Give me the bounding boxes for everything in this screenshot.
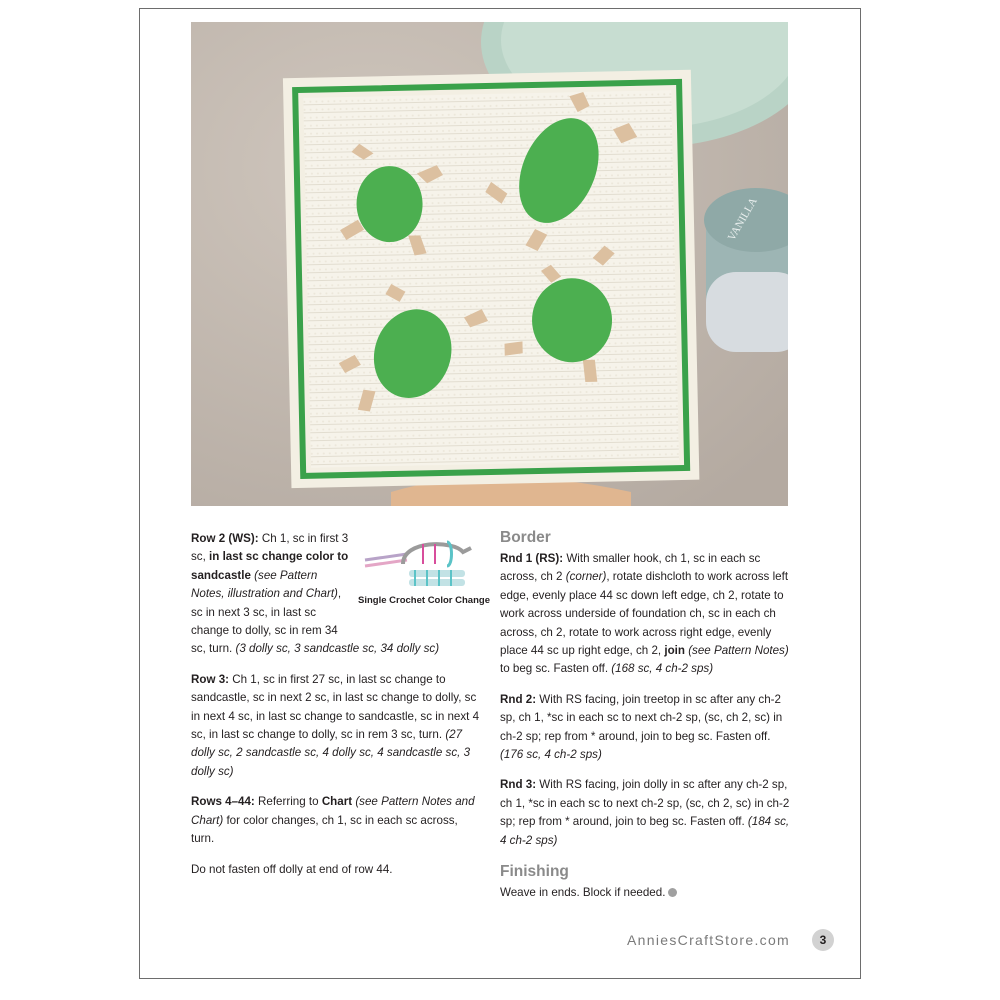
page-number-badge: 3 <box>812 929 834 951</box>
chart-reference: Chart <box>321 795 353 809</box>
left-column <box>191 530 490 891</box>
finishing-text-row <box>500 884 795 902</box>
right-column <box>500 528 795 903</box>
rnd-2-label: Rnd 2: <box>500 692 537 706</box>
border-heading: Border <box>500 529 551 546</box>
rnd-3-label: Rnd 3: <box>500 778 537 792</box>
rnd-2-instruction <box>500 691 795 765</box>
rows-4-44-note: (see Pattern Notes and Chart) <box>191 795 475 827</box>
dishcloth-photo <box>191 22 788 506</box>
row-2-text: Ch 1, sc in first 3 sc, <box>191 532 349 564</box>
row-3-label: Row 3: <box>191 672 230 686</box>
rnd-1-text: With smaller hook, ch 1, sc in each sc across, ch 2 <box>500 552 761 584</box>
site-url[interactable]: AnniesCraftStore.com <box>627 932 790 948</box>
rnd-1-count: (168 sc, 4 ch-2 sps) <box>611 662 714 676</box>
rnd-3-text: With RS facing, join dolly in sc after any ch-2 sp, ch 1, *sc in each sc to next ch-2 sp, (sc, ch 2, sc) in ch-2 sp; rep from * around, join to beg sc. Fasten off. <box>500 778 790 829</box>
finishing-heading: Finishing <box>500 863 569 881</box>
rnd-2-text: With RS facing, join treetop in sc after any ch-2 sp, ch 1, *sc in each sc to next ch-2 sp, (sc, ch 2, sc) in ch-2 sp; rep from * around, join to beg sc. Fasten off. <box>500 692 783 743</box>
rows-4-44-text-2: for color changes, ch 1, sc in each sc across, turn. <box>191 813 458 846</box>
rnd-1-text-2: , rotate dishcloth to work across left edge, evenly place 44 sc down left edge, ch 2, rotate to work across underside of foundation ch, sc in each ch across, ch 2, rotate to work across right edge, evenly place 44 sc up right edge, ch 2, <box>500 570 789 658</box>
row-3-count: (27 dolly sc, 2 sandcastle sc, 4 dolly sc, 4 sandcastle sc, 3 dolly sc) <box>191 728 471 778</box>
rnd-1-instruction <box>500 550 795 679</box>
row-2-label: Row 2 (WS): <box>191 532 259 545</box>
rnd-1-join: join <box>664 644 685 658</box>
rnd-1-text-3: to beg sc. Fasten off. <box>500 662 612 676</box>
rnd-3-count: (184 sc, 4 ch-2 sps) <box>500 815 790 847</box>
end-dot-icon <box>668 888 677 897</box>
row-3-text: Ch 1, sc in first 27 sc, in last sc change to sandcastle, sc in next 2 sc, in last sc change to dolly, sc in next 4 sc, in last sc change to sandcastle, sc in next 4 sc, in last sc change to dolly, sc in rem 3 sc, turn. <box>191 672 480 742</box>
row-2-note: (see Pattern Notes, illustration and Chart) <box>191 568 338 601</box>
row-3-instruction <box>191 671 481 781</box>
jar-label: VANILLA <box>725 195 760 243</box>
fasten-note: Do not fasten off dolly at end of row 44. <box>191 862 393 876</box>
row-2-text-2: , sc in next 3 sc, in last sc change to dolly, sc in rem 34 sc, turn. <box>191 587 342 656</box>
rows-4-44-instruction <box>191 793 481 848</box>
illustration-caption: Single Crochet Color Change <box>358 595 490 606</box>
finishing-text: Weave in ends. Block if needed. <box>500 886 666 900</box>
rnd-2-count: (176 sc, 4 ch-2 sps) <box>500 748 602 762</box>
row-2-count: (3 dolly sc, 3 sandcastle sc, 34 dolly sc) <box>235 642 440 656</box>
rnd-1-corner: (corner) <box>565 570 607 584</box>
row-2-bold: in last sc change color to sandcastle <box>191 550 349 582</box>
rnd-1-note: (see Pattern Notes) <box>684 644 789 658</box>
rnd-1-label: Rnd 1 (RS): <box>500 552 564 565</box>
rows-4-44-label: Rows 4–44: <box>191 795 255 809</box>
color-change-illustration <box>355 530 493 624</box>
rnd-3-instruction <box>500 776 795 850</box>
rows-4-44-text: Referring to <box>254 795 322 809</box>
